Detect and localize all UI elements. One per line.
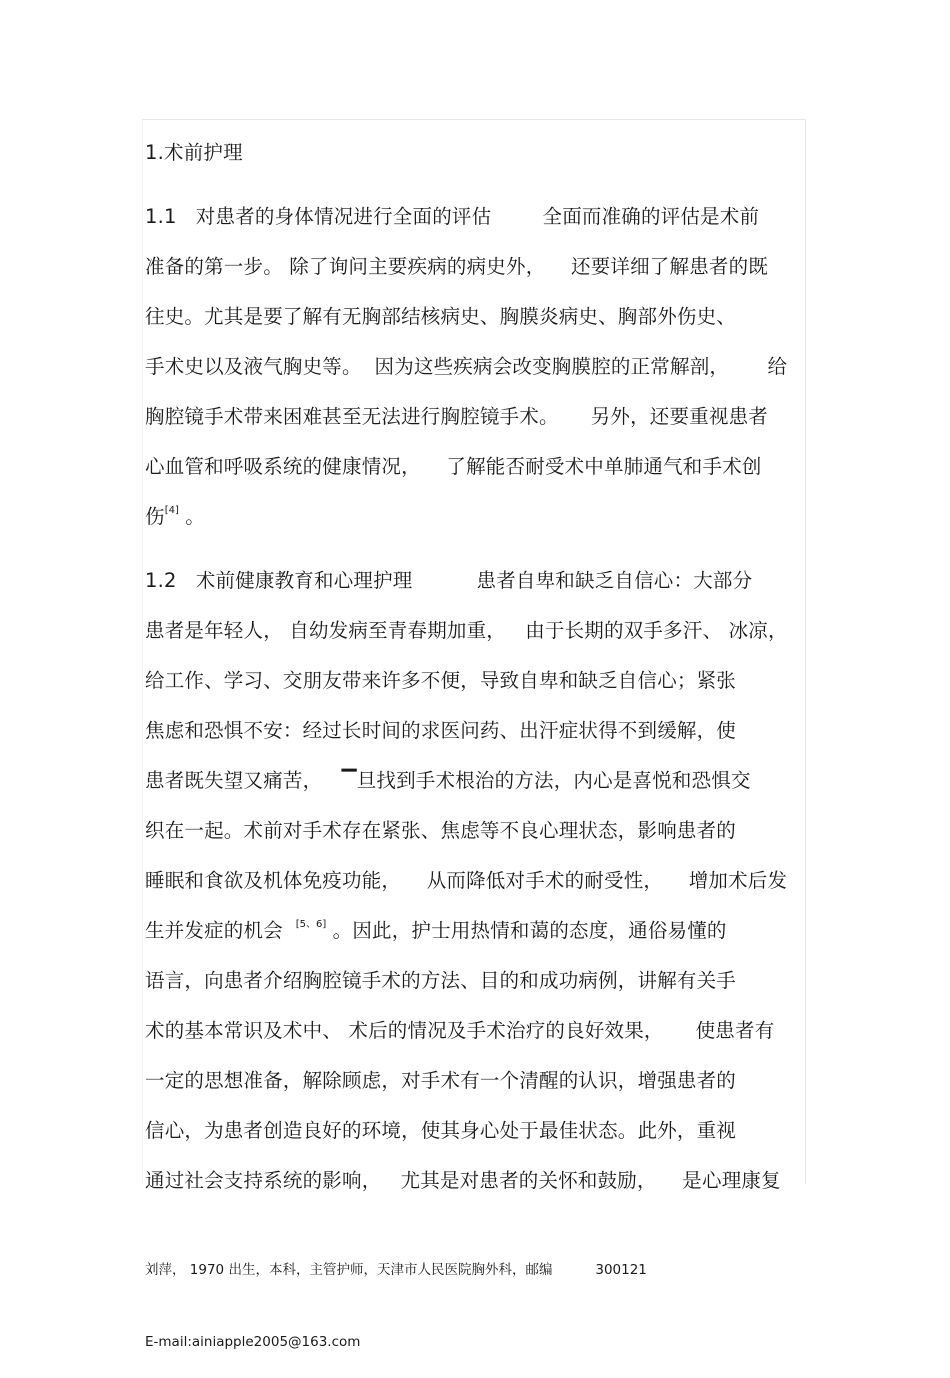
text-line [145, 906, 805, 956]
text-fragment: 伤 [145, 505, 165, 528]
citation-ref: [4] [164, 505, 179, 516]
text-line: 焦虑和恐惧不安：经过长时间的求医问药、出汗症状得不到缓解，使 [145, 719, 737, 742]
document-body [145, 128, 805, 1206]
footnote-author-line: 刘萍， 1970 出生，本科，主管护师，天津市人民医院胸外科，邮编 300121 [145, 1262, 647, 1278]
text-line: 患者既失望又痛苦， ▔旦找到手术根治的方法，内心是喜悦和恐惧交 [145, 769, 751, 792]
text-fragment: 生并发症的机会 [145, 919, 296, 942]
text-line: 心血管和呼吸系统的健康情况， 了解能否耐受术中单肺通气和手术创 [145, 455, 762, 478]
text-line: 给工作、学习、交朋友带来许多不便，导致自卑和缺乏自信心；紧张 [145, 669, 737, 692]
text-fragment: 。 [178, 505, 205, 528]
text-line: 语言，向患者介绍胸腔镜手术的方法、目的和成功病例，讲解有关手 [145, 969, 737, 992]
text-line: 一定的思想准备，解除顾虑，对手术有一个清醒的认识，增强患者的 [145, 1069, 737, 1092]
text-line: 胸腔镜手术带来困难甚至无法进行胸腔镜手术。 另外，还要重视患者 [145, 405, 768, 428]
text-line: 准备的第一步。 除了询问主要疾病的病史外， 还要详细了解患者的既 [145, 255, 768, 278]
text-line: 睡眠和食欲及机体免疫功能， 从而降低对手术的耐受性， 增加术后发 [145, 869, 788, 892]
text-line: 往史。尤其是要了解有无胸部结核病史、胸膜炎病史、胸部外伤史、 [145, 305, 737, 328]
author-footnote [145, 1210, 765, 1378]
text-line: 手术史以及液气胸史等。 因为这些疾病会改变胸膜腔的正常解剖， 给 [145, 355, 788, 378]
text-line: 织在一起。术前对手术存在紧张、焦虑等不良心理状态，影响患者的 [145, 819, 737, 842]
text-line: 信心，为患者创造良好的环境，使其身心处于最佳状态。此外，重视 [145, 1119, 737, 1142]
citation-ref: [5、6] [295, 919, 327, 930]
text-line: 1.1 对患者的身体情况进行全面的评估 全面而准确的评估是术前 [145, 205, 760, 228]
text-line: 术的基本常识及术中、 术后的情况及手术治疗的良好效果， 使患者有 [145, 1019, 775, 1042]
text-line: 患者是年轻人， 自幼发病至青春期加重， 由于长期的双手多汗、 冰凉， [145, 619, 788, 642]
paragraph-1-2 [145, 556, 805, 1206]
footnote-email-line: E-mail:ainiapple2005@163.com [145, 1334, 361, 1350]
text-line: 1.2 术前健康教育和心理护理 患者自卑和缺乏自信心：大部分 [145, 569, 753, 592]
paragraph-1-1 [145, 192, 805, 542]
text-line [145, 492, 805, 542]
text-line: 通过社会支持系统的影响， 尤其是对患者的关怀和鼓励， 是心理康复 [145, 1169, 781, 1192]
text-fragment: 。因此，护士用热情和蔼的态度，通俗易懂的 [326, 919, 727, 942]
section-title: 1.术前护理 [145, 141, 243, 164]
